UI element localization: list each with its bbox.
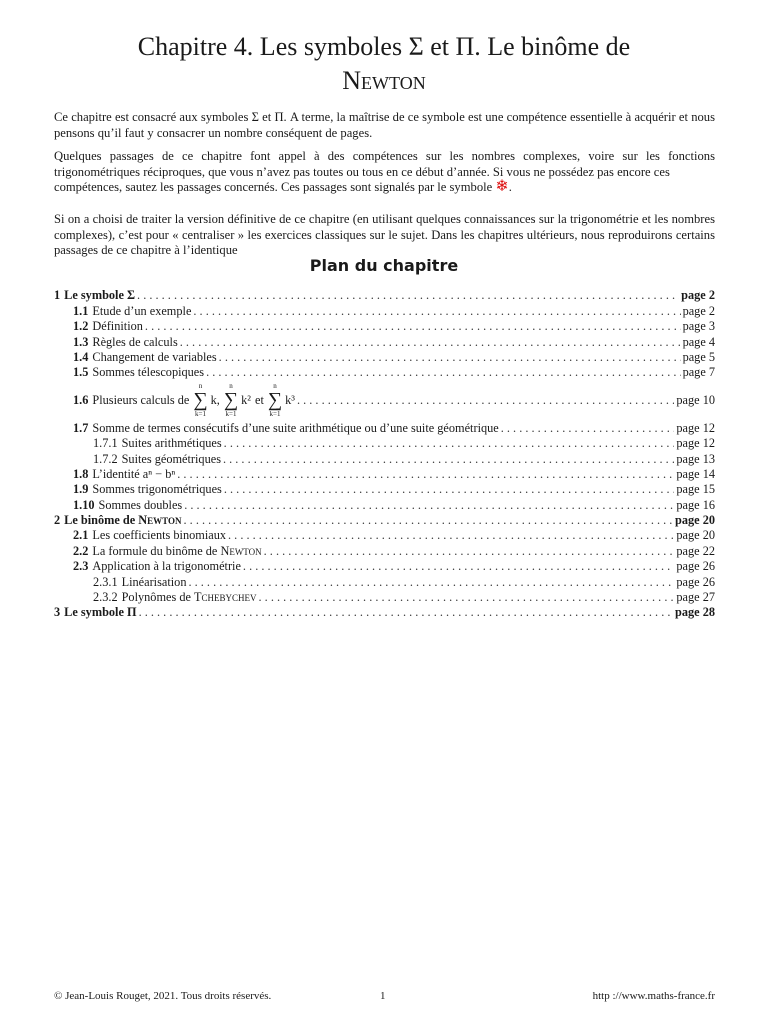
toc-page: page 13 bbox=[676, 451, 715, 466]
sum-symbol bbox=[193, 382, 207, 418]
sigma-glyph: ∑ bbox=[223, 389, 239, 412]
toc-number: 1.2 bbox=[73, 319, 89, 334]
sigma-glyph: ∑ bbox=[193, 389, 208, 412]
toc-number: 2.3 bbox=[73, 559, 89, 574]
toc-leader bbox=[206, 365, 681, 380]
toc-label: Le symbole Π bbox=[64, 605, 137, 620]
toc-page: page 28 bbox=[675, 605, 715, 620]
toc-number: 1.7.2 bbox=[93, 451, 118, 466]
toc-entry-1-2[interactable] bbox=[54, 319, 715, 334]
toc-number: 3 bbox=[54, 605, 61, 620]
toc-leader bbox=[177, 467, 674, 482]
toc-label: Somme de termes consécutifs d’une suite arithmétique ou d’une suite géométrique bbox=[92, 420, 499, 435]
toc-label: Sommes trigonométriques bbox=[92, 482, 222, 497]
sum-lower-bound: k=1 bbox=[269, 410, 281, 419]
toc-page: page 15 bbox=[676, 482, 715, 497]
toc-page: page 2 bbox=[681, 288, 715, 303]
copyright-notice: © Jean-Louis Rouget, 2021. Tous droits réservés. bbox=[54, 990, 272, 1002]
toc-label: Suites géométriques bbox=[121, 451, 221, 466]
sum-formula-2 bbox=[220, 382, 251, 418]
sum-formula-3 bbox=[264, 382, 295, 418]
toc-entry-1-6[interactable] bbox=[54, 380, 715, 420]
toc-entry-1[interactable] bbox=[54, 288, 715, 303]
toc-label: Définition bbox=[92, 319, 143, 334]
toc-number: 2.2 bbox=[73, 543, 89, 558]
intro-paragraph-4 bbox=[54, 212, 715, 259]
toc-label: Règles de calculs bbox=[92, 334, 178, 349]
toc-leader bbox=[193, 304, 680, 319]
toc-entry-2[interactable] bbox=[54, 513, 715, 528]
toc-number: 2.1 bbox=[73, 528, 89, 543]
toc-entry-1-5[interactable] bbox=[54, 365, 715, 380]
sum-symbol bbox=[224, 382, 238, 418]
toc-label: Application à la trigonométrie bbox=[92, 559, 241, 574]
toc-entry-1-7[interactable] bbox=[54, 420, 715, 435]
toc-page: page 20 bbox=[676, 528, 715, 543]
toc-number: 1.7 bbox=[73, 420, 89, 435]
toc-leader bbox=[139, 605, 673, 620]
intro-paragraph-3 bbox=[54, 176, 715, 196]
toc-page: page 12 bbox=[676, 420, 715, 435]
toc-number: 1.1 bbox=[73, 303, 89, 318]
toc-label-smallcaps: Newton bbox=[138, 513, 182, 528]
sum-lower-bound: k=1 bbox=[195, 410, 206, 419]
toc-number: 2.3.2 bbox=[93, 590, 118, 605]
toc-entry-1-1[interactable] bbox=[54, 303, 715, 318]
sum-term: k, bbox=[210, 392, 220, 407]
snowflake-icon: ❄ bbox=[495, 176, 509, 195]
sum-formula-1 bbox=[189, 382, 220, 418]
toc-label-smallcaps: Tchebychev bbox=[194, 590, 257, 605]
sum-term: k² bbox=[241, 392, 251, 407]
toc-leader bbox=[228, 528, 674, 543]
sigma-glyph: ∑ bbox=[267, 389, 283, 412]
toc-entry-2-3-2[interactable] bbox=[54, 590, 715, 605]
intro-text-3: compétences, sautez les passages concernés. Ces passages sont signalés par le symbole bbox=[54, 180, 493, 194]
toc-entry-3[interactable] bbox=[54, 605, 715, 620]
intro-text-1: Ce chapitre est consacré aux symboles Σ et Π. A terme, la maîtrise de ce symbole est une compétence essentielle à acquérir et nous pensons qu’il faut y consacrer un nombre conséquent de pages. bbox=[54, 110, 715, 140]
toc-leader bbox=[219, 350, 681, 365]
website-link[interactable]: http ://www.maths-france.fr bbox=[592, 990, 715, 1002]
toc-page: page 26 bbox=[676, 574, 715, 589]
toc-page: page 20 bbox=[675, 513, 715, 528]
toc-label-smallcaps: Newton bbox=[220, 543, 262, 558]
toc-label: Suites arithmétiques bbox=[121, 436, 222, 451]
toc-leader bbox=[243, 559, 674, 574]
toc-page: page 5 bbox=[682, 349, 715, 364]
toc-number: 1 bbox=[54, 288, 61, 303]
sum-lower-bound: k=1 bbox=[225, 410, 237, 419]
toc-leader bbox=[264, 544, 675, 559]
toc-number: 1.8 bbox=[73, 466, 89, 481]
toc-leader bbox=[223, 452, 674, 467]
chapter-title bbox=[54, 30, 714, 98]
toc-leader bbox=[259, 590, 675, 605]
toc-page: page 27 bbox=[676, 590, 715, 605]
toc-entry-1-10[interactable] bbox=[54, 497, 715, 512]
page-number: 1 bbox=[380, 990, 386, 1002]
toc-page: page 10 bbox=[676, 392, 715, 407]
table-of-contents bbox=[54, 288, 715, 620]
toc-number: 1.9 bbox=[73, 482, 89, 497]
toc-entry-1-7-2[interactable] bbox=[54, 451, 715, 466]
toc-entry-2-3-1[interactable] bbox=[54, 574, 715, 589]
sum-upper-bound: n bbox=[198, 382, 203, 391]
toc-label: La formule du binôme de bbox=[92, 543, 218, 558]
sum-term: k³ bbox=[285, 392, 295, 407]
toc-entry-1-9[interactable] bbox=[54, 482, 715, 497]
conjunction: et bbox=[254, 392, 264, 407]
toc-leader bbox=[297, 393, 674, 408]
toc-entry-1-3[interactable] bbox=[54, 334, 715, 349]
toc-leader bbox=[184, 513, 674, 528]
toc-page: page 7 bbox=[682, 365, 715, 380]
toc-label: Changement de variables bbox=[92, 349, 217, 364]
toc-number: 1.4 bbox=[73, 349, 89, 364]
toc-number: 1.6 bbox=[73, 392, 89, 407]
toc-label: Sommes doubles bbox=[98, 497, 183, 512]
toc-label: Le symbole Σ bbox=[64, 288, 136, 303]
sum-upper-bound: n bbox=[229, 382, 233, 391]
toc-number: 2 bbox=[54, 513, 61, 528]
toc-page: page 22 bbox=[676, 543, 715, 558]
toc-number: 1.10 bbox=[73, 497, 95, 512]
chapter-title-line-1: Chapitre 4. Les symboles Σ et Π. Le binôme de bbox=[137, 32, 631, 61]
intro-paragraph-2 bbox=[54, 149, 715, 180]
toc-number: 1.5 bbox=[73, 365, 89, 380]
toc-number: 1.3 bbox=[73, 334, 89, 349]
toc-label: Linéarisation bbox=[121, 574, 187, 589]
toc-leader bbox=[188, 575, 674, 590]
toc-leader bbox=[224, 436, 675, 451]
intro-text-3-end: . bbox=[508, 180, 512, 194]
toc-page: page 3 bbox=[682, 319, 715, 334]
toc-label: Sommes télescopiques bbox=[92, 365, 205, 380]
chapter-title-line-2: Newton bbox=[342, 66, 426, 95]
toc-number: 1.7.1 bbox=[93, 436, 118, 451]
toc-entry-2-3[interactable] bbox=[54, 559, 715, 574]
toc-page: page 16 bbox=[676, 497, 715, 512]
toc-label: Le binôme de bbox=[64, 513, 136, 528]
toc-page: page 2 bbox=[682, 303, 715, 318]
toc-leader bbox=[501, 421, 675, 436]
toc-leader bbox=[137, 288, 679, 303]
toc-page: page 14 bbox=[676, 466, 715, 481]
toc-entry-1-4[interactable] bbox=[54, 350, 715, 365]
toc-label: Polynômes de bbox=[121, 590, 191, 605]
intro-text-2: Quelques passages de ce chapitre font appel à des compétences sur les nombres complexes, voire sur les fonctions trigonométriques réciproques, que vous n’avez pas toutes ou tous en ce début d’année. Si vous ne possédez pas encore ces bbox=[54, 149, 715, 179]
toc-label: L’identité aⁿ − bⁿ bbox=[92, 466, 176, 481]
toc-page: page 26 bbox=[676, 559, 715, 574]
toc-leader bbox=[180, 335, 681, 350]
toc-number: 2.3.1 bbox=[93, 574, 118, 589]
toc-leader bbox=[145, 319, 681, 334]
toc-leader bbox=[184, 498, 674, 513]
toc-entry-2-1[interactable] bbox=[54, 528, 715, 543]
toc-page: page 12 bbox=[676, 436, 715, 451]
toc-entry-1-7-1[interactable] bbox=[54, 436, 715, 451]
toc-leader bbox=[224, 482, 675, 497]
toc-label: Les coefficients binomiaux bbox=[92, 528, 227, 543]
toc-entry-1-8[interactable] bbox=[54, 467, 715, 482]
toc-label: Plusieurs calculs de bbox=[92, 392, 190, 407]
intro-paragraph-1 bbox=[54, 110, 715, 141]
toc-page: page 4 bbox=[682, 334, 715, 349]
toc-entry-2-2[interactable] bbox=[54, 543, 715, 558]
plan-title: Plan du chapitre bbox=[309, 256, 459, 275]
toc-label: Etude d’un exemple bbox=[92, 303, 192, 318]
intro-text-4: Si on a choisi de traiter la version définitive de ce chapitre (en utilisant quelques connaissances sur la trigonométrie et les nombres complexes), c’est pour « centraliser » les exercices classiques sur le sujet. Dans les chapitres ultérieurs, nous reproduirons certains passages de ce chapitre à l’identique bbox=[54, 212, 715, 257]
sum-symbol bbox=[268, 382, 282, 418]
sum-upper-bound: n bbox=[273, 382, 277, 391]
